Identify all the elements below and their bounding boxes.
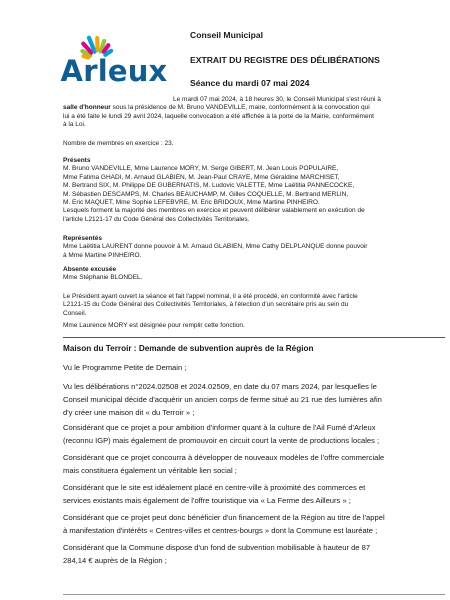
opening-line: Conseil.: [63, 309, 87, 317]
paragraph-line: services existants mais également de l'offre touristique via « La Ferme des Ailleurs » ;: [63, 496, 351, 505]
paragraph-line: Vu les délibérations n°2024.02508 et 2024.02509, en date du 07 mars 2024, par lesquelles le: [63, 382, 377, 391]
paragraph-line: d'y créer une maison dit « du Terroir » ;: [63, 408, 195, 417]
intro-line-4: à la Loi.: [63, 121, 86, 129]
intro-line-1: Le mardi 07 mai 2024, à 18 heures 30, le Conseil Municipal s'est réuni à: [173, 96, 381, 103]
secretary-line: Mme Laurence MORY est désignée pour remplir cette fonction.: [63, 322, 245, 330]
opening-section: [63, 293, 443, 331]
intro-paragraph: [63, 96, 443, 130]
document-header: [190, 30, 430, 89]
intro-venue: salle d'honneur: [63, 104, 111, 112]
paragraph-line: 284,14 € auprès de la Région ;: [63, 556, 167, 565]
paragraph-line: Considérant que ce projet a pour ambition d'informer quant à la culture de l'Ail Fumé d'Arleux: [63, 423, 376, 432]
session-date: Séance du mardi 07 mai 2024: [190, 78, 310, 88]
present-line: l'article L2121-17 du Code Général des Collectivités Territoriales.: [63, 215, 250, 223]
subject-paragraph: [63, 451, 443, 477]
paragraph-line: Vu le Programme Petite de Demain ;: [63, 363, 187, 372]
opening-line: L2121-15 du Code Général des Collectivités Territoriales, à l'élection d'un secrétaire pris au sein du: [63, 301, 349, 309]
opening-line: Le Président ayant ouvert la séance et fait l'appel nominal, il a été procédé, en conformité avec l'article: [63, 293, 358, 300]
page-bottom-rule: [63, 594, 445, 595]
subject-paragraph: [63, 511, 443, 537]
represented-line: à Mme Martine PINHEIRO.: [63, 251, 142, 259]
paragraph-line: Considérant que le site est idéalement placé en centre-ville à proximité des commerces et: [63, 483, 366, 492]
subject-paragraph: [63, 421, 443, 447]
absent-heading: Absente excusée: [63, 266, 117, 273]
represented-line: Mme Laëtitia LAURENT donne pouvoir à M. Arnaud GLABIEN, Mme Cathy DELPLANQUE donne pouvoir: [63, 243, 368, 251]
present-line: M. Eric MAQUET, Mme Sophie LEFEBVRE, M. Eric BRIDOUX, Mme Martine PINHEIRO.: [63, 199, 320, 207]
paragraph-line: à manifestation d'intérêts « Centres-villes et centres-bourgs » dont la Commune est lauréate ;: [63, 526, 378, 535]
represented-heading: Représentés: [63, 235, 103, 242]
present-section: [63, 157, 443, 224]
paragraph-line: Considérant que ce projet peut donc bénéficier d'un financement de la Région au titre de l'appel: [63, 513, 385, 522]
paragraph-line: Considérant que ce projet concourra à développer de nouveaux modèles de l'offre commerciale: [63, 453, 385, 462]
subject-paragraph: [63, 380, 443, 419]
subject-title: Maison du Terroir : Demande de subvention auprès de la Région: [63, 344, 314, 353]
register-extract-title: EXTRAIT DU REGISTRE DES DÉLIBÉRATIONS: [190, 55, 380, 65]
subject-paragraph: [63, 541, 443, 567]
subject-paragraph: [63, 361, 443, 374]
absent-line: Mme Stéphanie BLONDEL.: [63, 274, 143, 282]
present-line: M. Bruno VANDEVILLE, Mme Laurence MORY, M. Serge GIBERT, M. Jean Louis POPULAIRE,: [63, 165, 339, 173]
section-divider: [63, 337, 445, 338]
logo-wordmark: Arleux: [60, 54, 168, 88]
present-line: Mme Fatima GHADI, M. Arnaud GLABIEN, M. Jean-Paul CRAYE, Mme Géraldine MARCHISET,: [63, 173, 340, 181]
intro-line-2: sous la présidence de M. Bruno VANDEVILLE, maire, conformément à la convocation qui: [110, 104, 370, 112]
present-heading: Présents: [63, 157, 91, 164]
present-line: M. Sébastien DESCAMPS, M. Charles BEAUCHAMP, M. Gilles COQUELLE, M. Bertrand MERLIN,: [63, 190, 349, 198]
present-line: Lesquels forment la majorité des membres en exercice et peuvent délibérer valablement en exécution de: [63, 207, 365, 215]
paragraph-line: Conseil municipal décide d'acquérir un ancien corps de ferme situé au 21 rue des lumières afin: [63, 395, 382, 404]
council-title: Conseil Municipal: [190, 30, 264, 40]
represented-section: [63, 235, 443, 260]
paragraph-line: mais constituera également un véritable lien social ;: [63, 466, 237, 475]
paragraph-line: Considérant que la Commune dispose d'un fond de subvention mobilisable à hauteur de 87: [63, 543, 371, 552]
subject-paragraph: [63, 481, 443, 507]
present-line: M. Bertrand SIX, M. Philippe DE GUBERNATIS, M. Ludovic VALETTE, Mme Laëtitia PANNECOCKE,: [63, 182, 355, 190]
paragraph-line: (reconnu IGP) mais également de promouvoir en circuit court la vente de productions locales ;: [63, 436, 380, 445]
members-count: Nombre de membres en exercice : 23.: [63, 140, 174, 147]
intro-line-3: lui a été faite le lundi 29 avril 2024, laquelle convocation a été affichée à la porte de la Mairie, conformément: [63, 112, 374, 120]
absent-section: [63, 266, 443, 283]
